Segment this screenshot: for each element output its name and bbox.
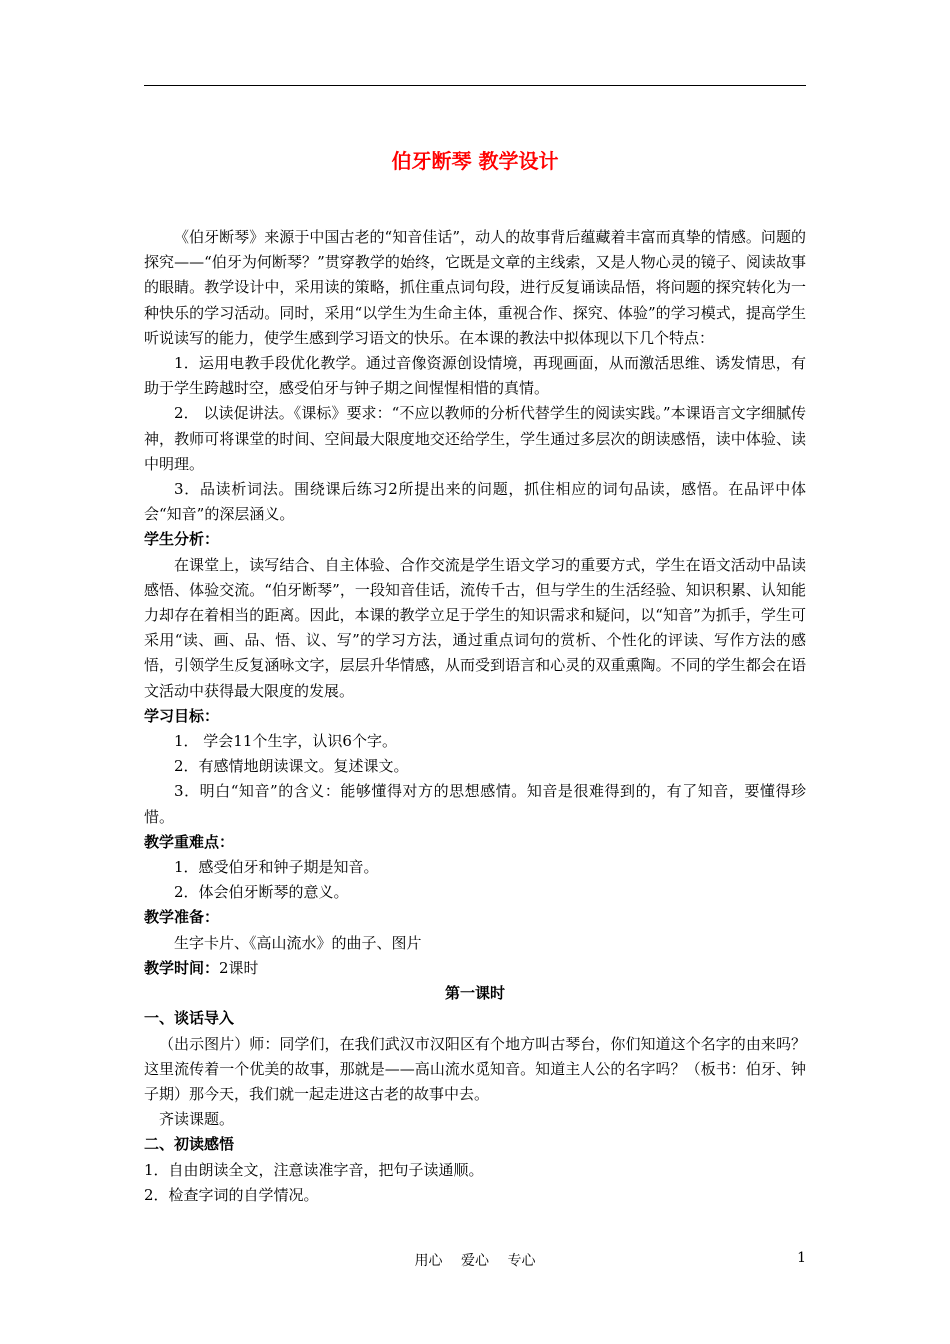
section1-text: （出示图片）师：同学们，在我们武汉市汉阳区有个地方叫古琴台，你们知道这个名字的由来吗？这里流传着一个优美的故事，那就是——高山流水觅知音。知道主人公的名字吗？（板书：伯牙、钟子期）那今天，我们就一起走进这古老的故事中去。 [144,1034,806,1103]
document-title: 伯牙断琴 教学设计 [391,149,559,173]
section2-item-1: 1．自由朗读全文，注意读准字音，把句子读通顺。 [144,1160,484,1179]
section2-heading: 二、初读感悟 [144,1135,235,1154]
footer-motto: 用心 爱心 专心 [414,1253,536,1269]
goal-item-2: 2．有感情地朗读课文。复述课文。 [174,757,409,776]
feature-item-1: 1．运用电教手段优化教学。通过音像资源创设情境，再现画面，从而激活思维、诱发情思，有助于学生跨越时空，感受伯牙与钟子期之间惺惺相惜的真情。 [144,354,806,398]
intro-paragraph: 《伯牙断琴》来源于中国古老的“知音佳话”，动人的故事背后蕴藏着丰富而真挚的情感。问题的探究——“伯牙为何断琴？”贯穿教学的始终，它既是文章的主线索，又是人物心灵的镜子、阅读故事的眼睛。教学设计中，采用读的策略，抓住重点词句段，进行反复诵读品悟，将问题的探究转化为一种快乐的学习活动。同时，采用“以学生为生命主体，重视合作、探究、体验”的学习模式，提高学生听说读写的能力，使学生感到学习语文的快乐。在本课的教法中拟体现以下几个特点： [144,228,806,347]
header-rule [144,85,806,86]
student-analysis-text: 在课堂上，读写结合、自主体验、合作交流是学生语文学习的重要方式，学生在语文活动中品读感悟、体验交流。“伯牙断琴”，一段知音佳话，流传千古，但与学生的生活经验、知识积累、认知能力却存在着相当的距离。因此，本课的教学立足于学生的知识需求和疑问，以“知音”为抓手，学生可采用“读、画、品、悟、议、写”的学习方法，通过重点词句的赏析、个性化的评读、写作方法的感悟，引领学生反复涵咏文字，层层升华情感，从而受到语言和心灵的双重熏陶。不同的学生都会在语文活动中获得最大限度的发展。 [144,555,806,700]
section2-item-2: 2．检查字词的自学情况。 [144,1185,319,1204]
preparation-text: 生字卡片、《高山流水》的曲子、图片 [174,933,422,952]
lesson-title: 第一课时 [444,984,505,1003]
document-body [144,225,806,1208]
key-points-heading: 教学重难点： [144,832,235,851]
teaching-time-value: 2课时 [219,958,259,977]
feature-item-3: 3．品读析词法。围绕课后练习2所提出来的问题，抓住相应的词句品读，感悟。在品评中体会“知音”的深层涵义。 [144,480,806,524]
student-analysis-heading: 学生分析： [144,530,220,549]
section1-text2: 齐读课题。 [159,1110,235,1129]
page-number: 1 [797,1250,806,1266]
goal-item-1: 1． 学会11个生字，认识6个字。 [174,732,397,751]
preparation-heading: 教学准备： [144,908,220,927]
goal-item-3: 3．明白“知音”的含义：能够懂得对方的思想感情。知音是很难得到的，有了知音，要懂得珍惜。 [144,782,806,826]
section1-heading: 一、谈话导入 [144,1009,235,1028]
goals-heading: 学习目标： [144,706,220,725]
key-point-item-2: 2．体会伯牙断琴的意义。 [174,883,349,902]
feature-item-2: 2． 以读促讲法。《课标》要求：“不应以教师的分析代替学生的阅读实践。”本课语言文字细腻传神，教师可将课堂的时间、空间最大限度地交还给学生，学生通过多层次的朗读感悟，读中体验、读中明理。 [144,404,806,473]
teaching-time-label: 教学时间： [144,958,220,977]
key-point-item-1: 1．感受伯牙和钟子期是知音。 [174,858,379,877]
teaching-time [144,956,806,981]
